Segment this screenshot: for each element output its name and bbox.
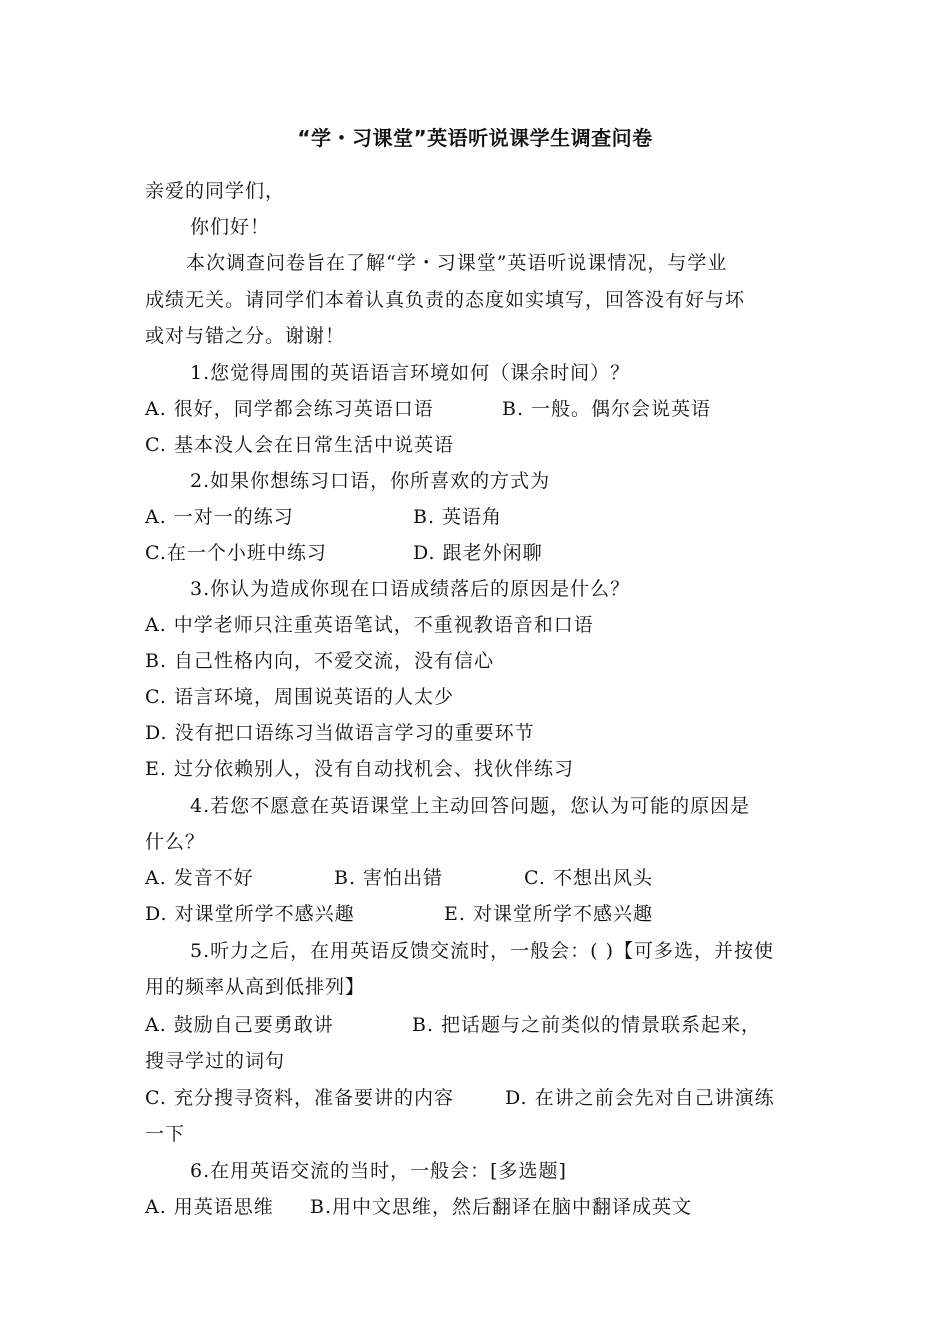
q5-option-d-line-1: D. 在讲之前会先对自己讲演练 bbox=[505, 1087, 775, 1109]
q2-option-a: A. 一对一的练习 bbox=[145, 506, 294, 528]
q6-option-a: A. 用英语思维 bbox=[145, 1196, 274, 1218]
q5-option-d-line-2: 一下 bbox=[145, 1123, 186, 1145]
greeting: 亲爱的同学们， bbox=[145, 180, 286, 202]
page-title: “学・习课堂”英语听说课学生调查问卷 bbox=[297, 126, 653, 150]
question-3: 3.你认为造成你现在口语成绩落后的原因是什么？ bbox=[190, 578, 631, 600]
question-6: 6.在用英语交流的当时，一般会：[多选题] bbox=[190, 1160, 567, 1182]
q2-option-b: B. 英语角 bbox=[413, 506, 503, 528]
q3-option-b: B. 自己性格内向，不爱交流，没有信心 bbox=[145, 650, 495, 672]
q3-option-d: D. 没有把口语练习当做语言学习的重要环节 bbox=[145, 722, 535, 744]
q4-option-e: E. 对课堂所学不感兴趣 bbox=[444, 903, 653, 925]
question-4-line-1: 4.若您不愿意在英语课堂上主动回答问题，您认为可能的原因是 bbox=[190, 795, 751, 817]
q6-option-b: B.用中文思维，然后翻译在脑中翻译成英文 bbox=[310, 1196, 693, 1218]
q3-option-c: C. 语言环境，周围说英语的人太少 bbox=[145, 686, 454, 708]
q4-option-a: A. 发音不好 bbox=[145, 867, 254, 889]
q4-option-b: B. 害怕出错 bbox=[334, 867, 444, 889]
intro-line-1: 本次调查问卷旨在了解“学・习课堂”英语听说课情况，与学业 bbox=[186, 252, 728, 274]
q2-option-c: C.在一个小班中练习 bbox=[145, 542, 327, 564]
question-4-line-2: 什么？ bbox=[145, 831, 206, 853]
hello-line: 你们好！ bbox=[190, 216, 271, 238]
q1-option-c: C. 基本没人会在日常生活中说英语 bbox=[145, 434, 454, 456]
q5-option-b-line-1: B. 把话题与之前类似的情景联系起来， bbox=[412, 1014, 762, 1036]
question-1: 1.您觉得周围的英语语言环境如何（课余时间）？ bbox=[190, 362, 631, 384]
question-2: 2.如果你想练习口语，你所喜欢的方式为 bbox=[190, 470, 551, 492]
question-5-line-2: 用的频率从高到低排列】 bbox=[145, 976, 366, 998]
intro-line-3: 或对与错之分。谢谢！ bbox=[145, 325, 346, 347]
q4-option-c: C. 不想出风头 bbox=[524, 867, 653, 889]
q5-option-c: C. 充分搜寻资料，准备要讲的内容 bbox=[145, 1087, 454, 1109]
q1-option-a: A. 很好，同学都会练习英语口语 bbox=[145, 398, 434, 420]
q3-option-a: A. 中学老师只注重英语笔试，不重视教语音和口语 bbox=[145, 614, 594, 636]
q4-option-d: D. 对课堂所学不感兴趣 bbox=[145, 903, 355, 925]
q3-option-e: E. 过分依赖别人，没有自动找机会、找伙伴练习 bbox=[145, 758, 574, 780]
intro-line-2: 成绩无关。请同学们本着认真负责的态度如实填写，回答没有好与坏 bbox=[145, 289, 746, 311]
q5-option-a: A. 鼓励自己要勇敢讲 bbox=[145, 1014, 334, 1036]
question-5-line-1: 5.听力之后，在用英语反馈交流时，一般会：( )【可多选，并按使 bbox=[190, 940, 774, 962]
q1-option-b: B. 一般。偶尔会说英语 bbox=[502, 398, 712, 420]
q2-option-d: D. 跟老外闲聊 bbox=[413, 542, 543, 564]
q5-option-b-line-2: 搜寻学过的词句 bbox=[145, 1050, 286, 1072]
